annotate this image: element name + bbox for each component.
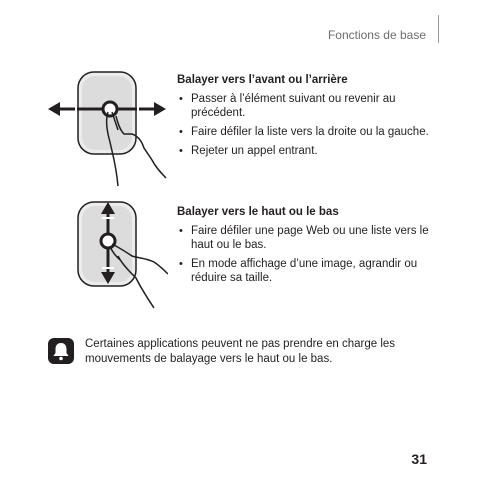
- section-swipe-vertical: [177, 205, 437, 290]
- bullet-icon: •: [179, 93, 183, 105]
- list-item: • Faire défiler une page Web ou une liste vers le haut ou le bas.: [179, 225, 429, 251]
- bell-icon: [48, 338, 74, 364]
- bullet-icon: •: [179, 225, 183, 237]
- swipe-horizontal-gesture-icon: [46, 68, 168, 190]
- page-number: 31: [411, 451, 427, 467]
- section-swipe-horizontal: [177, 73, 437, 163]
- header-divider: [438, 15, 439, 43]
- bullet-list: [177, 224, 437, 285]
- section-title: Balayer vers l’avant ou l’arrière: [177, 74, 348, 86]
- swipe-vertical-gesture-icon: [46, 200, 168, 310]
- list-item: • En mode affichage d’une image, agrandir ou réduire sa taille.: [179, 258, 418, 284]
- list-item: • Rejeter un appel entrant.: [179, 145, 318, 157]
- bullet-icon: •: [179, 126, 183, 138]
- list-item: • Passer à l’élément suivant ou revenir au précédent.: [179, 93, 396, 119]
- chapter-title: Fonctions de base: [327, 28, 426, 42]
- bullet-list: [177, 92, 437, 158]
- section-title: Balayer vers le haut ou le bas: [177, 206, 339, 218]
- note-text: Certaines applications peuvent ne pas prendre en charge les mouvements de balayage vers le haut ou le bas.: [85, 338, 396, 365]
- list-item: • Faire défiler la liste vers la droite ou la gauche.: [179, 126, 429, 138]
- bullet-icon: •: [179, 145, 183, 157]
- bullet-icon: •: [179, 258, 183, 270]
